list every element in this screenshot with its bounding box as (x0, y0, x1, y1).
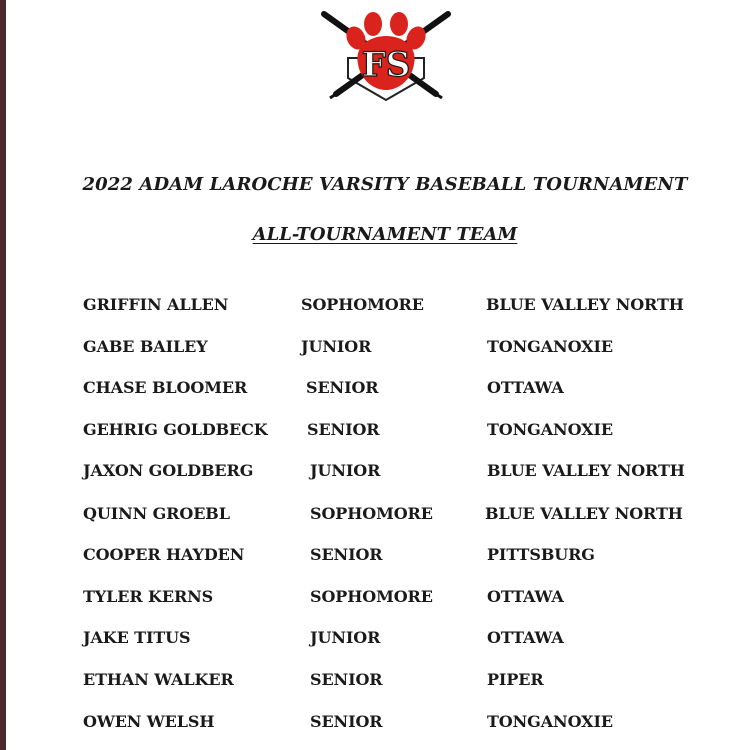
roster-row (0, 627, 750, 649)
player-school: TONGANOXIE (487, 337, 613, 356)
roster-row (0, 377, 750, 399)
roster-row (0, 294, 750, 316)
player-school: OTTAWA (487, 378, 564, 397)
player-school: OTTAWA (487, 587, 564, 606)
player-school: BLUE VALLEY NORTH (487, 461, 685, 480)
player-name: OWEN WELSH (83, 712, 215, 731)
player-class: SOPHOMORE (301, 295, 424, 314)
roster-row (0, 336, 750, 358)
player-class: SENIOR (310, 670, 383, 689)
player-class: SENIOR (307, 420, 380, 439)
roster-row (0, 544, 750, 566)
player-school: OTTAWA (487, 628, 564, 647)
player-school: PIPER (487, 670, 544, 689)
player-class: JUNIOR (301, 337, 372, 356)
player-school: PITTSBURG (487, 545, 595, 564)
player-name: GABE BAILEY (83, 337, 208, 356)
player-class: JUNIOR (310, 461, 381, 480)
roster-row (0, 586, 750, 608)
player-class: SOPHOMORE (310, 587, 433, 606)
roster-row (0, 419, 750, 441)
player-class: SENIOR (306, 378, 379, 397)
player-name: GEHRIG GOLDBECK (83, 420, 268, 439)
player-school: TONGANOXIE (487, 420, 613, 439)
roster-row (0, 669, 750, 691)
player-class: SOPHOMORE (310, 504, 433, 523)
roster-row (0, 460, 750, 482)
player-name: JAKE TITUS (83, 628, 191, 647)
player-name: COOPER HAYDEN (83, 545, 245, 564)
player-name: QUINN GROEBL (83, 504, 230, 523)
player-name: JAXON GOLDBERG (83, 461, 254, 480)
logo-monogram: FS (361, 45, 411, 85)
player-class: JUNIOR (310, 628, 381, 647)
player-class: SENIOR (310, 545, 383, 564)
player-name: TYLER KERNS (83, 587, 214, 606)
roster-row (0, 711, 750, 733)
player-class: SENIOR (310, 712, 383, 731)
crossed-bats-paw-logo-icon (318, 6, 454, 102)
player-school: BLUE VALLEY NORTH (485, 504, 683, 523)
document-title: 2022 ADAM LAROCHE VARSITY BASEBALL TOURNAMENT (82, 174, 688, 195)
player-name: CHASE BLOOMER (83, 378, 248, 397)
player-school: TONGANOXIE (487, 712, 613, 731)
player-name: GRIFFIN ALLEN (83, 295, 229, 314)
player-name: ETHAN WALKER (83, 670, 234, 689)
roster-row (0, 503, 750, 525)
player-school: BLUE VALLEY NORTH (486, 295, 684, 314)
document-subtitle: ALL-TOURNAMENT TEAM (252, 224, 518, 245)
